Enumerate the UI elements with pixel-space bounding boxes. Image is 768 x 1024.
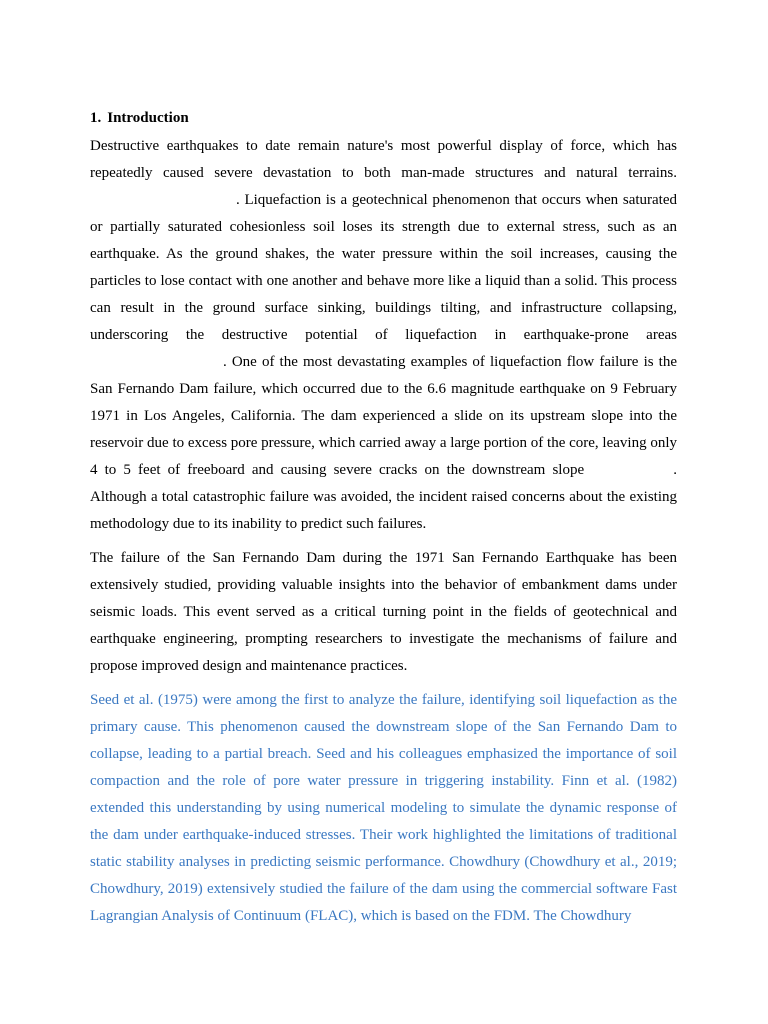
paragraph-failure: The failure of the San Fernando Dam during the 1971 San Fernando Earthquake has been extensively studied, providing valuable insights into the behavior of embankment dams under seismic loads. This event served as a critical turning point in the fields of geotechnical and earthquake engineering, prompting researchers to investigate the mechanisms of failure and propose improved design and maintenance practices. bbox=[90, 550, 677, 674]
section-title: Introduction bbox=[107, 110, 189, 126]
document-page bbox=[90, 108, 677, 937]
citation-gap bbox=[591, 473, 673, 474]
section-heading bbox=[90, 108, 677, 128]
citation-gap bbox=[90, 365, 223, 366]
citation-gap bbox=[90, 203, 236, 204]
intro-sentence-2: . Liquefaction is a geotechnical phenomenon that occurs when saturated or partially saturated cohesionless soil loses its strength due to external stress, such as an earthquake. As the ground shakes, the water pressure within the soil increases, causing the particles to lose contact with one another and behave more like a liquid than a solid. This process can result in the ground surface sinking, buildings tilting, and infrastructure collapsing, underscoring the destructive potential of liquefaction in earthquake-prone areas bbox=[90, 192, 677, 343]
intro-sentence-1: Destructive earthquakes to date remain nature's most powerful display of force, which has repeatedly caused severe devastation to both man-made structures and natural terrains. bbox=[90, 138, 677, 181]
paragraph-literature-review: Seed et al. (1975) were among the first to analyze the failure, identifying soil liquefaction as the primary cause. This phenomenon caused the downstream slope of the San Fernando Dam to collapse, leading to a partial breach. Seed and his colleagues emphasized the importance of soil compaction and the role of pore water pressure in triggering instability. Finn et al. (1982) extended this understanding by using numerical modeling to simulate the dynamic response of the dam under earthquake-induced stresses. Their work highlighted the limitations of traditional static stability analyses in predicting seismic performance. Chowdhury (Chowdhury et al., 2019; Chowdhury, 2019) extensively studied the failure of the dam using the commercial software Fast Lagrangian Analysis of Continuum (FLAC), which is based on the FDM. The Chowdhury bbox=[90, 692, 677, 924]
section-number: 1. bbox=[90, 110, 102, 126]
intro-sentence-3: . One of the most devastating examples of liquefaction flow failure is the San Fernando Dam failure, which occurred due to the 6.6 magnitude earthquake on 9 February 1971 in Los Angeles, California. The dam experienced a slide on its upstream slope into the reservoir due to excess pore pressure, which carried away a large portion of the core, leaving only 4 to 5 feet of freeboard and causing severe cracks on the downstream slope bbox=[90, 354, 677, 478]
paragraph-intro bbox=[90, 133, 677, 538]
intro-sentence-4: . Although a total catastrophic failure was avoided, the incident raised concerns about the existing methodology due to its inability to predict such failures. bbox=[90, 462, 677, 532]
